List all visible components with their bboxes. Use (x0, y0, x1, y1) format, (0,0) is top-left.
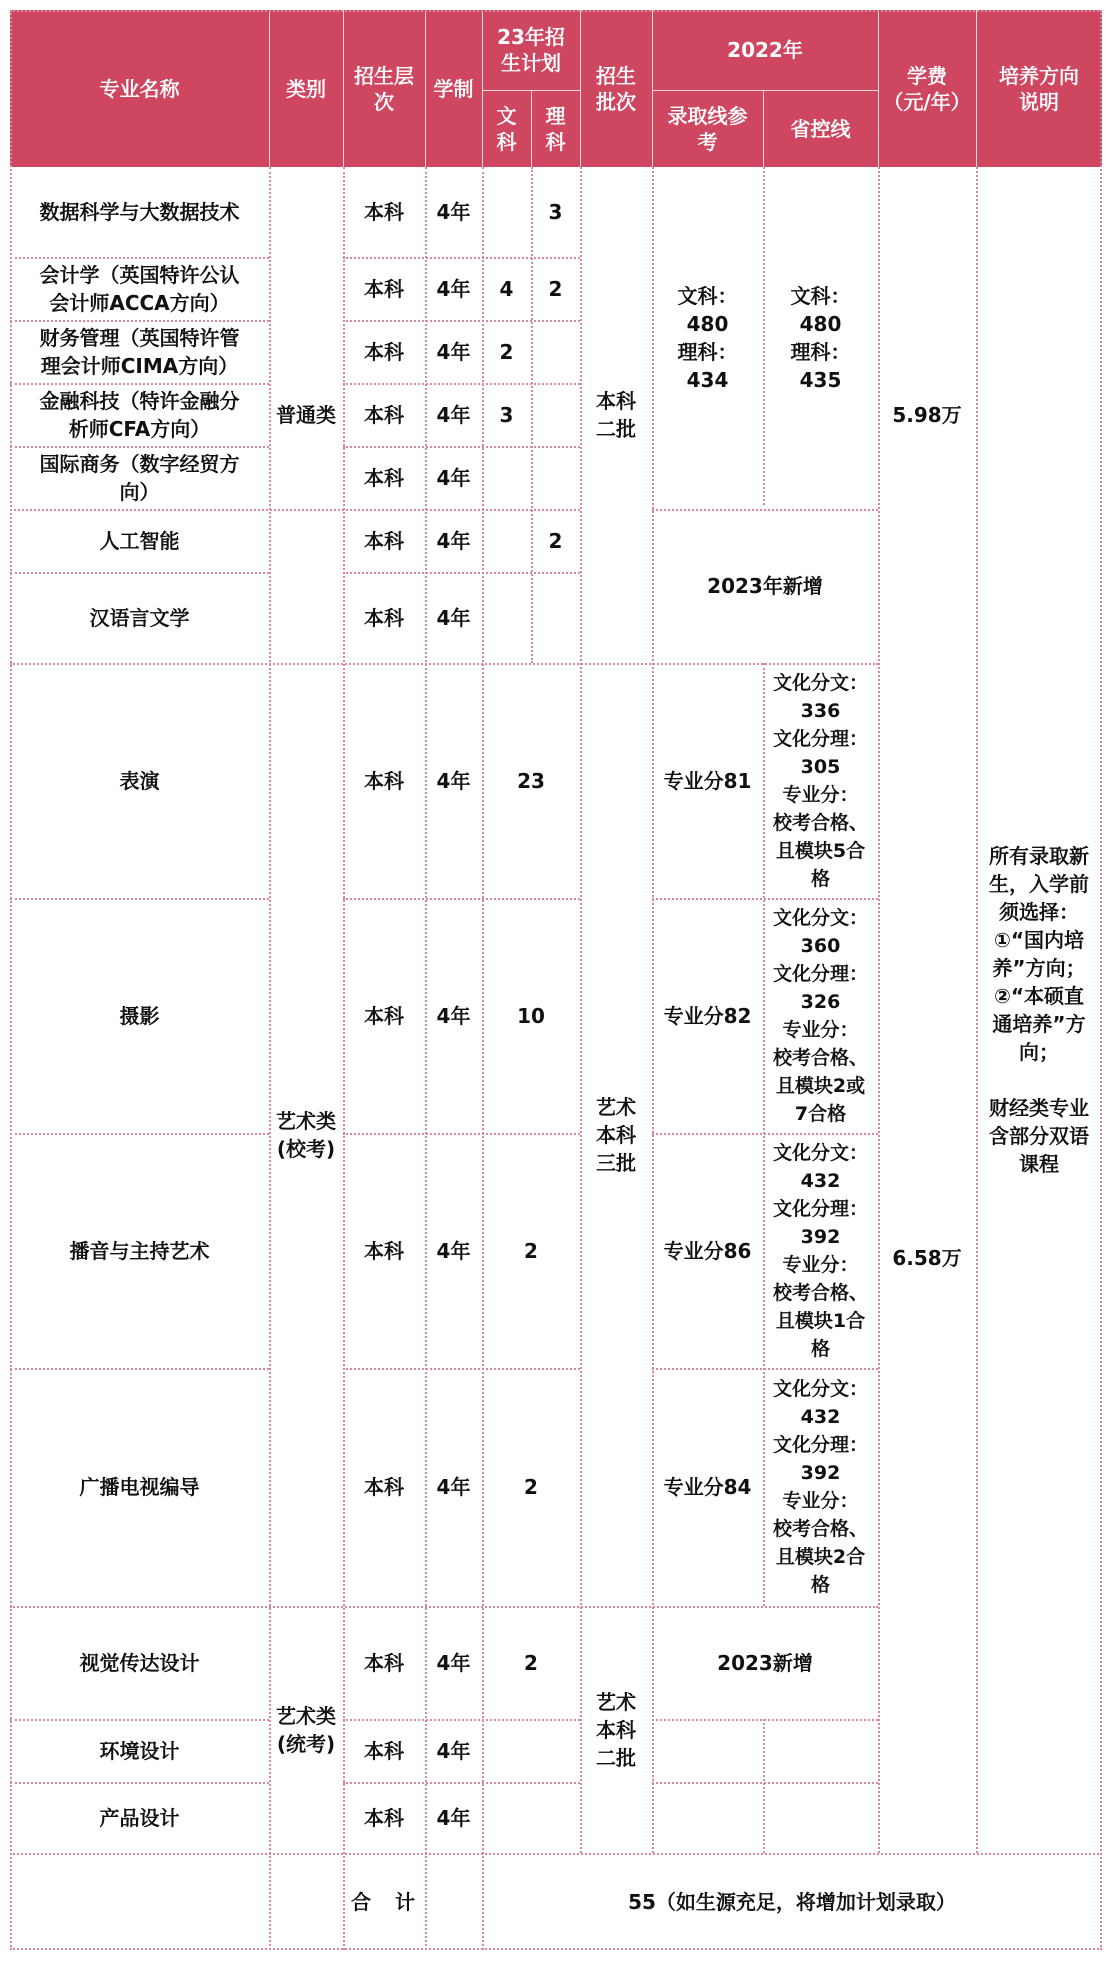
major-name: 人工智能 (99, 528, 180, 553)
level-cell: 本科 (364, 1475, 404, 1499)
header-plan-li: 理 科 (545, 103, 566, 154)
level-cell: 本科 (364, 605, 404, 630)
duration-cell: 4年 (436, 528, 471, 553)
plan-cell: 2 (524, 1238, 538, 1263)
plan-li-cell (531, 446, 580, 509)
duration-cell: 4年 (436, 1238, 471, 1263)
header-batch: 招生 批次 (596, 63, 636, 114)
duration-cell: 4年 (436, 1003, 471, 1028)
duration-cell: 4年 (436, 1650, 471, 1675)
level-cell: 本科 (364, 200, 404, 224)
plan-li-cell (531, 572, 580, 663)
provincial-line-cell: 文化分文： 336 文化分理： 305 专业分： 校考合格、 且模块5合 格 (772, 671, 868, 890)
duration-cell: 4年 (436, 1475, 471, 1499)
duration-cell: 4年 (436, 768, 471, 793)
level-cell: 本科 (364, 402, 404, 427)
new-2023-note: 2023年新增 (707, 574, 823, 598)
duration-cell: 4年 (436, 276, 471, 301)
major-name: 广播电视编导 (79, 1475, 200, 1499)
category-art-school-exam: 艺术类 (校考) (276, 1108, 336, 1161)
total-value: 55（如生源充足，将增加计划录取） (628, 1889, 956, 1914)
header-plan-2023: 23年招 生计划 (497, 25, 565, 75)
header-tuition: 学费 （元/年） (883, 63, 971, 114)
header-level: 招生层 次 (354, 63, 414, 114)
major-name: 国际商务（数字经贸方 向） (39, 451, 240, 504)
level-cell: 本科 (364, 1805, 404, 1830)
plan-li-cell: 2 (548, 276, 563, 301)
plan-cell: 2 (524, 1650, 538, 1675)
duration-cell: 4年 (436, 1738, 471, 1763)
header-provincial-line: 省控线 (790, 116, 851, 141)
plan-wen-cell: 2 (499, 339, 514, 364)
header-plan-wen: 文 科 (496, 103, 517, 154)
category-general: 普通类 (276, 403, 336, 427)
plan-wen-cell (482, 446, 531, 509)
provincial-line-cell: 文化分文： 432 文化分理： 392 专业分： 校考合格、 且模块1合 格 (772, 1141, 868, 1360)
enrollment-table (10, 10, 1102, 1950)
duration-cell: 4年 (436, 605, 471, 630)
provincial-line-general: 文科： 480 理科： 435 (790, 284, 851, 392)
category-art-unified-exam: 艺术类 (统考) (276, 1703, 336, 1756)
duration-cell: 4年 (436, 339, 471, 364)
header-direction: 培养方向 说明 (999, 63, 1079, 114)
admit-line-general: 文科： 480 理科： 434 (677, 284, 738, 392)
plan-li-cell (531, 383, 580, 446)
batch-undergrad-2: 本科 二批 (596, 389, 636, 441)
plan-wen-cell (482, 572, 531, 663)
header-admit-line: 录取线参 考 (667, 103, 748, 154)
level-cell: 本科 (364, 1238, 404, 1263)
plan-cell: 10 (517, 1003, 545, 1028)
header-category: 类别 (286, 76, 326, 101)
provincial-line-cell: 文化分文： 432 文化分理： 392 专业分： 校考合格、 且模块2合 格 (772, 1378, 868, 1596)
duration-cell: 4年 (436, 1805, 471, 1830)
level-cell: 本科 (364, 768, 404, 793)
tuition-general: 5.98万 (892, 403, 962, 427)
admit-line-cell: 专业分81 (663, 768, 752, 793)
plan-li-cell: 2 (548, 528, 563, 553)
header-duration: 学制 (433, 76, 474, 101)
duration-cell: 4年 (436, 402, 471, 427)
major-name: 数据科学与大数据技术 (39, 200, 240, 224)
direction-note: 所有录取新 生，入学前 须选择： ①“国内培 养”方向； ②“本硕直 通培养”方 向； 财经类专业 含部分双语 课程 (989, 844, 1089, 1176)
level-cell: 本科 (364, 1003, 404, 1028)
major-name: 产品设计 (99, 1805, 180, 1830)
major-name: 会计学（英国特许公认 会计师ACCA方向） (39, 262, 240, 315)
plan-cell: 23 (517, 768, 545, 793)
batch-art-2: 艺术 本科 二批 (596, 1689, 636, 1770)
plan-cell: 2 (524, 1475, 538, 1499)
major-name: 视觉传达设计 (79, 1650, 200, 1675)
header-major: 专业名称 (99, 76, 180, 101)
level-cell: 本科 (364, 1738, 404, 1763)
admit-line-cell: 专业分84 (663, 1475, 752, 1499)
plan-li-cell (531, 320, 580, 383)
provincial-line-cell: 文化分文： 360 文化分理： 326 专业分： 校考合格、 且模块2或 7合格 (772, 906, 868, 1125)
plan-wen-cell (482, 509, 531, 572)
tuition-art: 6.58万 (892, 1246, 962, 1270)
level-cell: 本科 (364, 1650, 404, 1675)
plan-wen-cell: 3 (499, 402, 514, 427)
level-cell: 本科 (364, 339, 404, 364)
admit-line-cell: 专业分82 (663, 1003, 752, 1028)
total-label: 合 计 (351, 1889, 417, 1914)
major-name: 汉语言文学 (89, 605, 190, 630)
major-name: 播音与主持艺术 (69, 1238, 210, 1263)
header-year-2022: 2022年 (727, 38, 803, 62)
major-name: 表演 (119, 768, 160, 793)
major-name: 财务管理（英国特许管 理会计师CIMA方向） (39, 325, 240, 378)
duration-cell: 4年 (436, 200, 471, 224)
level-cell: 本科 (364, 465, 404, 490)
major-name: 金融科技（特许金融分 析师CFA方向） (39, 388, 240, 441)
major-name: 摄影 (119, 1003, 160, 1028)
level-cell: 本科 (364, 528, 404, 553)
plan-li-cell: 3 (548, 200, 563, 224)
plan-wen-cell: 4 (499, 276, 514, 301)
new-2023-note: 2023新增 (717, 1650, 813, 1675)
admit-line-cell: 专业分86 (663, 1238, 752, 1263)
major-name: 环境设计 (99, 1738, 180, 1763)
plan-wen-cell (482, 167, 531, 257)
level-cell: 本科 (364, 276, 404, 301)
duration-cell: 4年 (436, 465, 471, 490)
batch-art-3: 艺术 本科 三批 (596, 1094, 636, 1175)
